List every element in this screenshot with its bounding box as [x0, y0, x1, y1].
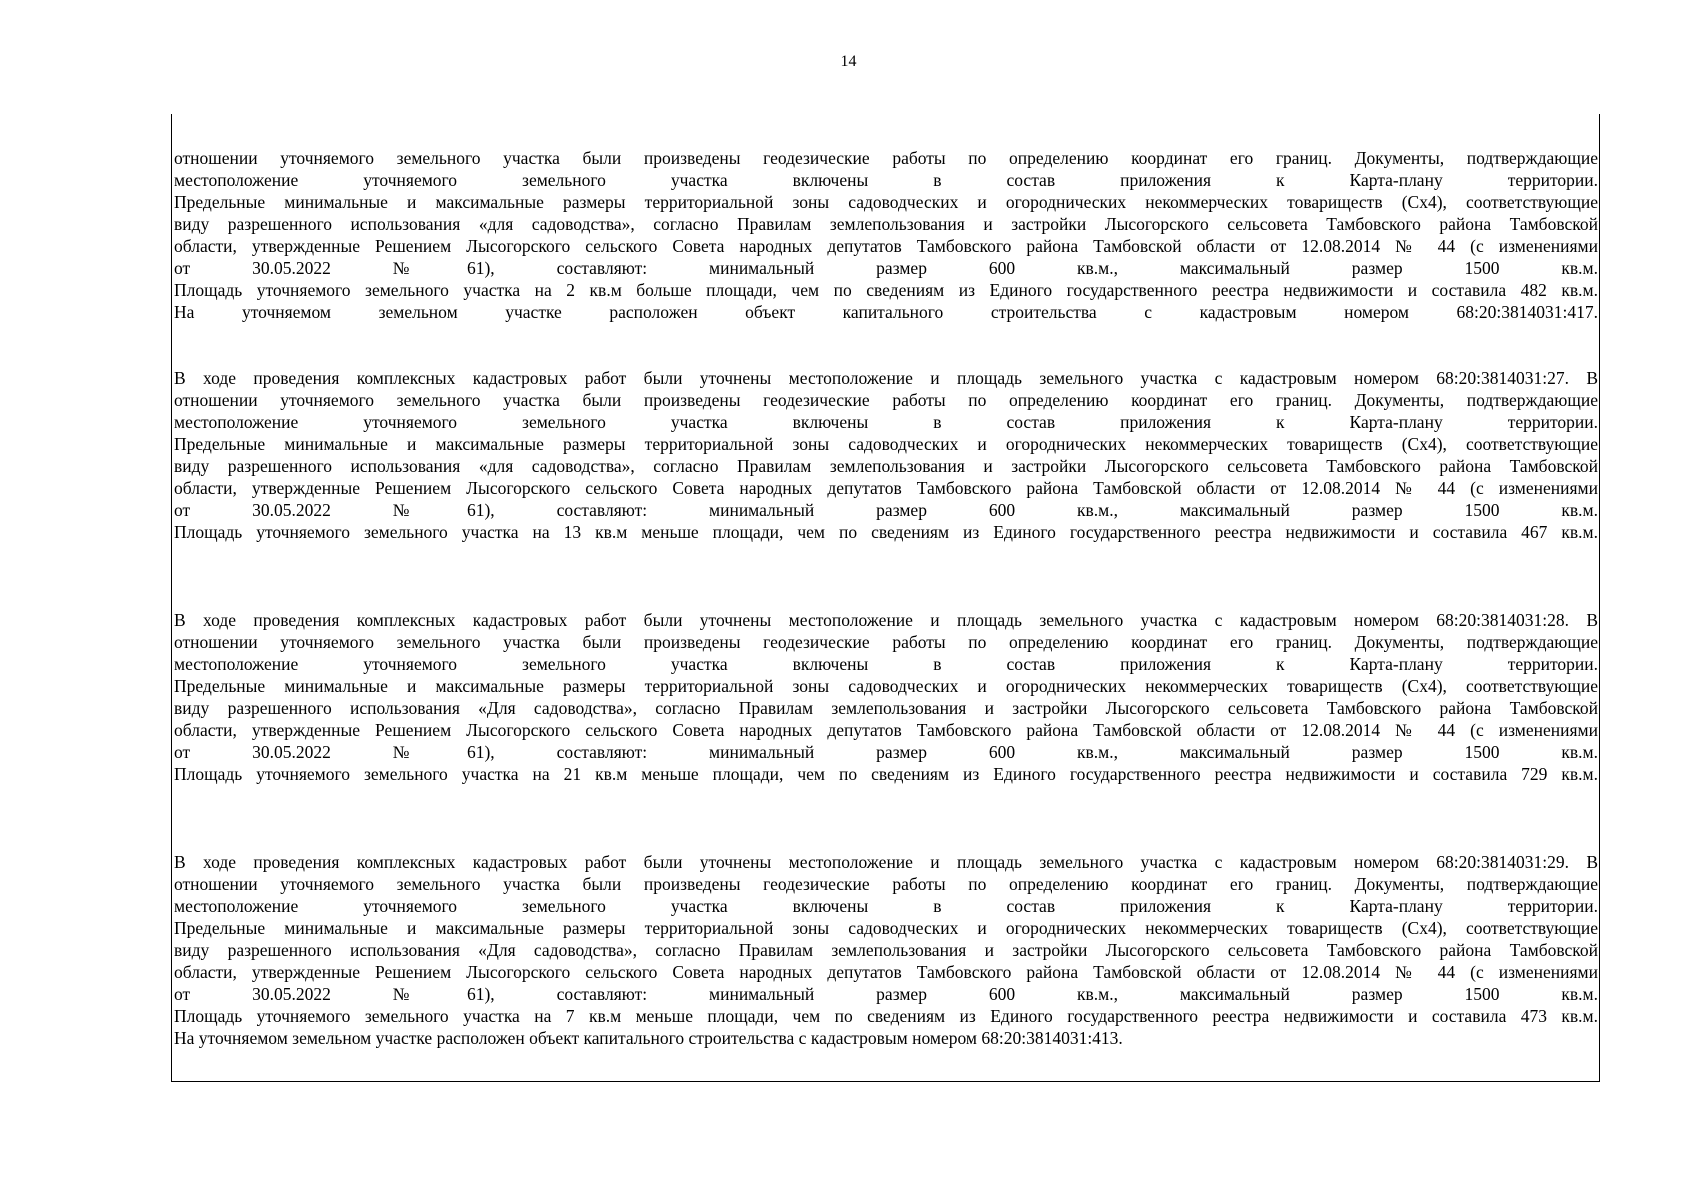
document-body — [174, 147, 1598, 1049]
text-line: местоположение уточняемого земельного участка включены в состав приложения к Карта-плану территории. — [174, 412, 1598, 432]
text-line: местоположение уточняемого земельного участка включены в состав приложения к Карта-плану территории. — [174, 170, 1598, 190]
text-line: отношении уточняемого земельного участка были произведены геодезические работы по определению координат его границ. Документы, подтверждающие — [174, 390, 1598, 410]
text-line: Площадь уточняемого земельного участка на 2 кв.м больше площади, чем по сведениям из Единого государственного реестра недвижимости и составила 482 кв.м. — [174, 280, 1598, 300]
text-line: местоположение уточняемого земельного участка включены в состав приложения к Карта-плану территории. — [174, 896, 1598, 916]
paragraph-spacer — [174, 323, 1598, 367]
text-line: В ходе проведения комплексных кадастровых работ были уточнены местоположение и площадь земельного участка с кадастровым номером 68:20:3814031:29. В — [174, 852, 1598, 872]
page-number: 14 — [840, 53, 857, 70]
text-line: Предельные минимальные и максимальные размеры территориальной зоны садоводческих и огороднических некоммерческих товариществ (Сх4), соответствующие — [174, 676, 1598, 696]
paragraph-plot-continued — [174, 147, 1598, 323]
text-line: виду разрешенного использования «для садоводства», согласно Правилам землепользования и застройки Лысогорского сельсовета Тамбовского района Тамбовской — [174, 456, 1598, 476]
text-line: местоположение уточняемого земельного участка включены в состав приложения к Карта-плану территории. — [174, 654, 1598, 674]
text-line: Площадь уточняемого земельного участка на 21 кв.м меньше площади, чем по сведениям из Единого государственного реестра недвижимости и составила 729 кв.м. — [174, 764, 1598, 784]
text-line: Площадь уточняемого земельного участка на 13 кв.м меньше площади, чем по сведениям из Единого государственного реестра недвижимости и составила 467 кв.м. — [174, 522, 1598, 542]
text-line: виду разрешенного использования «для садоводства», согласно Правилам землепользования и застройки Лысогорского сельсовета Тамбовского района Тамбовской — [174, 214, 1598, 234]
text-line: виду разрешенного использования «Для садоводства», согласно Правилам землепользования и застройки Лысогорского сельсовета Тамбовского района Тамбовской — [174, 698, 1598, 718]
text-line: Предельные минимальные и максимальные размеры территориальной зоны садоводческих и огороднических некоммерческих товариществ (Сх4), соответствующие — [174, 434, 1598, 454]
text-line: от 30.05.2022 №61), составляют: минимальный размер 600 кв.м., максимальный размер 1500 кв.м. — [174, 984, 1598, 1004]
text-line: области, утвержденные Решением Лысогорского сельского Совета народных депутатов Тамбовского района Тамбовской области от 12.08.2014 № 44 (с изменениями — [174, 720, 1598, 740]
text-line: На уточняемом земельном участке расположен объект капитального строительства с кадастровым номером 68:20:3814031:413. — [174, 1028, 1123, 1048]
paragraph-plot-29 — [174, 851, 1598, 1049]
text-line: На уточняемом земельном участке расположен объект капитального строительства с кадастровым номером 68:20:3814031:417. — [174, 302, 1598, 322]
paragraph-spacer — [174, 785, 1598, 851]
paragraph-plot-27 — [174, 367, 1598, 543]
text-line: области, утвержденные Решением Лысогорского сельского Совета народных депутатов Тамбовского района Тамбовской области от 12.08.2014 № 44 (с изменениями — [174, 236, 1598, 256]
text-line: отношении уточняемого земельного участка были произведены геодезические работы по определению координат его границ. Документы, подтверждающие — [174, 874, 1598, 894]
text-line: виду разрешенного использования «Для садоводства», согласно Правилам землепользования и застройки Лысогорского сельсовета Тамбовского района Тамбовской — [174, 940, 1598, 960]
text-line: от 30.05.2022 №61), составляют: минимальный размер 600 кв.м., максимальный размер 1500 кв.м. — [174, 258, 1598, 278]
text-line: В ходе проведения комплексных кадастровых работ были уточнены местоположение и площадь земельного участка с кадастровым номером 68:20:3814031:28. В — [174, 610, 1598, 630]
text-line: Предельные минимальные и максимальные размеры территориальной зоны садоводческих и огороднических некоммерческих товариществ (Сх4), соответствующие — [174, 192, 1598, 212]
text-line: отношении уточняемого земельного участка были произведены геодезические работы по определению координат его границ. Документы, подтверждающие — [174, 632, 1598, 652]
text-line: Предельные минимальные и максимальные размеры территориальной зоны садоводческих и огороднических некоммерческих товариществ (Сх4), соответствующие — [174, 918, 1598, 938]
text-line: области, утвержденные Решением Лысогорского сельского Совета народных депутатов Тамбовского района Тамбовской области от 12.08.2014 № 44 (с изменениями — [174, 478, 1598, 498]
text-line: от 30.05.2022 №61), составляют: минимальный размер 600 кв.м., максимальный размер 1500 кв.м. — [174, 500, 1598, 520]
text-line: отношении уточняемого земельного участка были произведены геодезические работы по определению координат его границ. Документы, подтверждающие — [174, 148, 1598, 168]
text-line: области, утвержденные Решением Лысогорского сельского Совета народных депутатов Тамбовского района Тамбовской области от 12.08.2014 № 44 (с изменениями — [174, 962, 1598, 982]
text-line: от 30.05.2022 №61), составляют: минимальный размер 600 кв.м., максимальный размер 1500 кв.м. — [174, 742, 1598, 762]
paragraph-spacer — [174, 543, 1598, 609]
text-line: Площадь уточняемого земельного участка на 7 кв.м меньше площади, чем по сведениям из Единого государственного реестра недвижимости и составила 473 кв.м. — [174, 1006, 1598, 1026]
paragraph-plot-28 — [174, 609, 1598, 785]
text-line: В ходе проведения комплексных кадастровых работ были уточнены местоположение и площадь земельного участка с кадастровым номером 68:20:3814031:27. В — [174, 368, 1598, 388]
